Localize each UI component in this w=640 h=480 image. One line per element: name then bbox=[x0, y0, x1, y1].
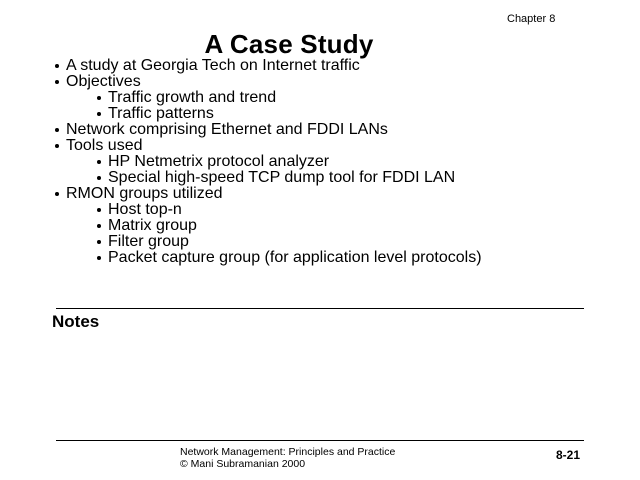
bullet-dot-icon bbox=[97, 96, 101, 100]
bullet-text: RMON groups utilized bbox=[66, 185, 223, 202]
bullet-dot-icon bbox=[55, 144, 59, 148]
footer-book-title: Network Management: Principles and Practice bbox=[180, 446, 396, 458]
bullet-text: Objectives bbox=[66, 73, 141, 90]
bullet-item bbox=[50, 74, 590, 90]
bullet-dot-icon bbox=[97, 160, 101, 164]
bullet-item bbox=[50, 186, 590, 202]
bullet-dot-icon bbox=[55, 64, 59, 68]
bullet-item bbox=[50, 58, 590, 74]
bullet-text: Packet capture group (for application level protocols) bbox=[108, 249, 482, 266]
sub-bullet-item bbox=[50, 218, 590, 234]
footer-divider bbox=[56, 440, 584, 441]
footer-credits bbox=[180, 446, 395, 470]
sub-bullet-item bbox=[50, 250, 590, 266]
notes-heading: Notes bbox=[52, 312, 100, 331]
chapter-label: Chapter 8 bbox=[507, 13, 556, 25]
footer-copyright: © Mani Subramanian 2000 bbox=[180, 458, 306, 470]
bullet-dot-icon bbox=[97, 224, 101, 228]
sub-bullet-item bbox=[50, 170, 590, 186]
page-number: 8-21 bbox=[556, 448, 581, 462]
bullet-text: Filter group bbox=[108, 233, 189, 250]
bullet-text: Traffic patterns bbox=[108, 105, 214, 122]
bullet-item bbox=[50, 138, 590, 154]
notes-divider bbox=[56, 308, 584, 309]
sub-bullet-item bbox=[50, 90, 590, 106]
sub-bullet-item bbox=[50, 202, 590, 218]
sub-bullet-item bbox=[50, 106, 590, 122]
bullet-text: A study at Georgia Tech on Internet traffic bbox=[66, 57, 360, 74]
sub-bullet-item bbox=[50, 154, 590, 170]
bullet-text: HP Netmetrix protocol analyzer bbox=[108, 153, 330, 170]
slide-title: A Case Study bbox=[204, 29, 374, 59]
bullet-dot-icon bbox=[97, 176, 101, 180]
bullet-dot-icon bbox=[97, 256, 101, 260]
bullet-dot-icon bbox=[55, 192, 59, 196]
bullet-dot-icon bbox=[55, 128, 59, 132]
bullet-text: Network comprising Ethernet and FDDI LANs bbox=[66, 121, 388, 138]
bullet-text: Tools used bbox=[66, 137, 143, 154]
sub-bullet-item bbox=[50, 234, 590, 250]
bullet-dot-icon bbox=[97, 208, 101, 212]
bullet-text: Traffic growth and trend bbox=[108, 89, 277, 106]
bullet-item bbox=[50, 122, 590, 138]
bullet-dot-icon bbox=[97, 112, 101, 116]
bullet-list bbox=[50, 58, 590, 266]
bullet-dot-icon bbox=[97, 240, 101, 244]
bullet-dot-icon bbox=[55, 80, 59, 84]
bullet-text: Matrix group bbox=[108, 217, 197, 234]
bullet-text: Host top-n bbox=[108, 201, 182, 218]
bullet-text: Special high-speed TCP dump tool for FDDI LAN bbox=[108, 169, 456, 186]
